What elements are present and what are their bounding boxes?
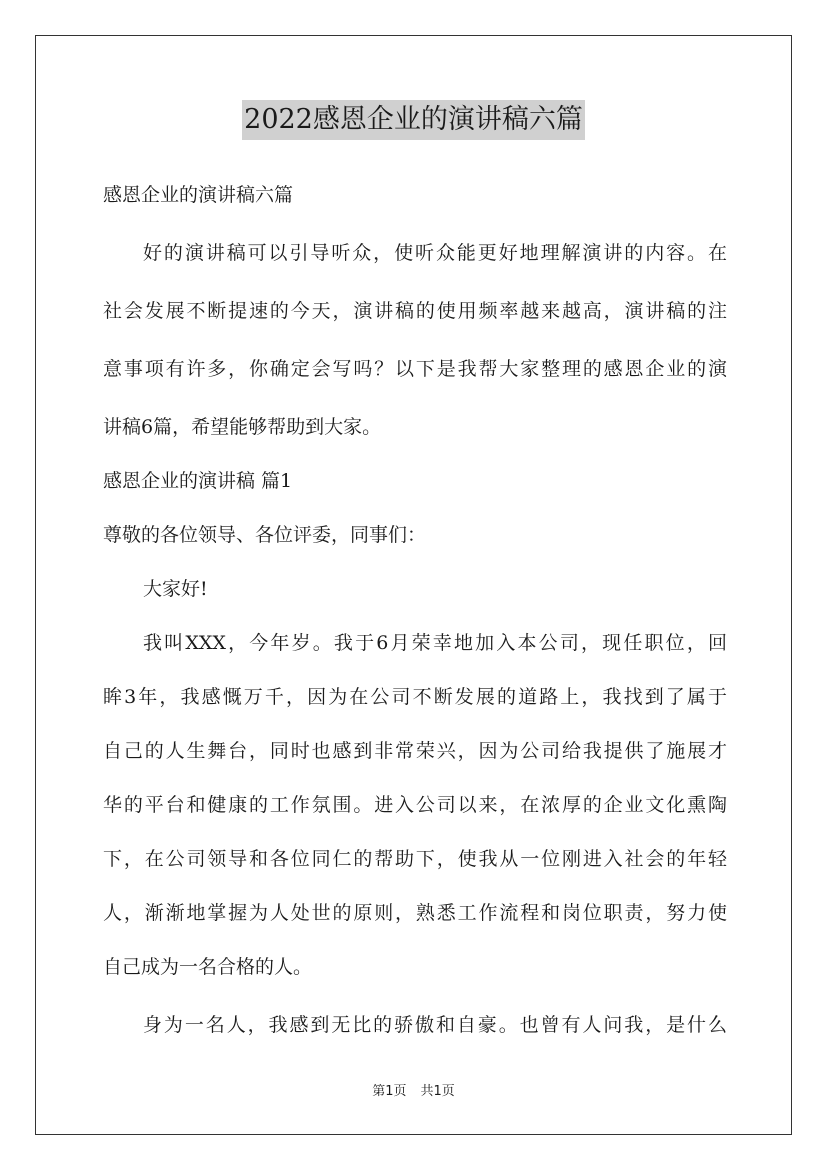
paragraph-line: 我叫XXX，今年岁。我于6月荣幸地加入本公司，现任职位，回 bbox=[143, 632, 727, 654]
page-total: 共1页 bbox=[420, 1084, 455, 1099]
paragraph-line: 眸3年，我感慨万千，因为在公司不断发展的道路上，我找到了属于 bbox=[103, 686, 727, 708]
page-number: 第1页 bbox=[372, 1084, 407, 1099]
salutation: 尊敬的各位领导、各位评委，同事们： bbox=[103, 524, 427, 546]
document-title: 2022感恩企业的演讲稿六篇 bbox=[242, 100, 585, 140]
intro-line: 意事项有许多，你确定会写吗？以下是我帮大家整理的感恩企业的演 bbox=[103, 358, 727, 380]
paragraph-line: 下，在公司领导和各位同仁的帮助下，使我从一位刚进入社会的年轻 bbox=[103, 848, 727, 870]
paragraph-line: 身为一名人，我感到无比的骄傲和自豪。也曾有人问我，是什么 bbox=[143, 1014, 727, 1036]
greeting: 大家好! bbox=[143, 578, 208, 600]
section-heading: 感恩企业的演讲稿 篇1 bbox=[103, 470, 293, 492]
intro-line: 讲稿6篇，希望能够帮助到大家。 bbox=[103, 416, 382, 438]
paragraph-line: 人，渐渐地掌握为人处世的原则，熟悉工作流程和岗位职责，努力使 bbox=[103, 902, 727, 924]
title-container bbox=[0, 100, 827, 140]
document-subtitle: 感恩企业的演讲稿六篇 bbox=[103, 184, 294, 206]
intro-line: 好的演讲稿可以引导听众，使听众能更好地理解演讲的内容。在 bbox=[143, 242, 727, 264]
paragraph-line: 华的平台和健康的工作氛围。进入公司以来，在浓厚的企业文化熏陶 bbox=[103, 794, 727, 816]
paragraph-line: 自己成为一名合格的人。 bbox=[103, 956, 313, 978]
document-body bbox=[103, 176, 727, 1044]
intro-line: 社会发展不断提速的今天，演讲稿的使用频率越来越高，演讲稿的注 bbox=[103, 300, 727, 322]
paragraph-line: 自己的人生舞台，同时也感到非常荣兴，因为公司给我提供了施展才 bbox=[103, 740, 727, 762]
page-footer bbox=[0, 1083, 827, 1101]
